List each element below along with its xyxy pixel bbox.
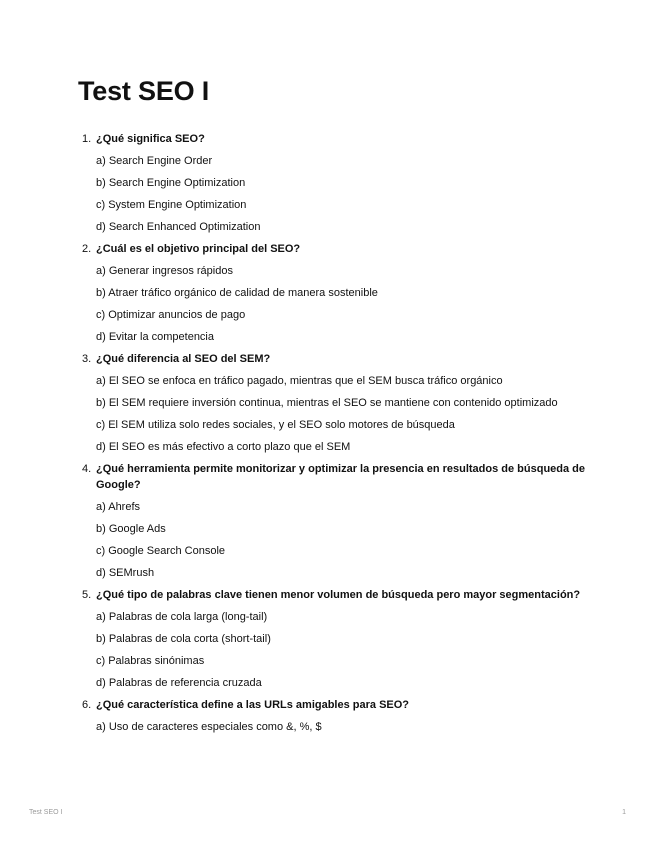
question-item — [78, 461, 588, 581]
option-d: d) Evitar la competencia — [96, 331, 214, 343]
option-c: c) Optimizar anuncios de pago — [96, 309, 246, 321]
question-item — [78, 351, 588, 455]
option-b: b) Search Engine Optimization — [96, 177, 246, 189]
option-a: a) Generar ingresos rápidos — [96, 265, 233, 277]
option-c: c) Palabras sinónimas — [96, 655, 205, 667]
option-list — [96, 263, 588, 345]
question-text: ¿Qué característica define a las URLs amigables para SEO? — [96, 699, 410, 711]
option-d: d) Search Enhanced Optimization — [96, 221, 261, 233]
option-d: d) Palabras de referencia cruzada — [96, 677, 262, 689]
question-item — [78, 131, 588, 235]
question-text: ¿Qué tipo de palabras clave tienen menor volumen de búsqueda pero mayor segmentación? — [96, 589, 581, 601]
question-number: 2. — [82, 243, 92, 255]
option-list — [96, 373, 588, 455]
question-item — [78, 587, 588, 691]
question-text: ¿Cuál es el objetivo principal del SEO? — [96, 243, 301, 255]
option-a: a) El SEO se enfoca en tráfico pagado, mientras que el SEM busca tráfico orgánico — [96, 375, 503, 387]
page-title: Test SEO I — [78, 76, 210, 106]
option-a: a) Ahrefs — [96, 501, 141, 513]
option-c: c) El SEM utiliza solo redes sociales, y el SEO solo motores de búsqueda — [96, 419, 455, 431]
question-text: ¿Qué herramienta permite monitorizar y optimizar la presencia en resultados de búsqueda de Google? — [96, 463, 586, 491]
question-text: ¿Qué diferencia al SEO del SEM? — [96, 353, 271, 365]
option-c: c) Google Search Console — [96, 545, 226, 557]
question-item — [78, 241, 588, 345]
option-d: d) SEMrush — [96, 567, 155, 579]
footer-page-number: 1 — [622, 809, 626, 816]
option-list — [96, 719, 588, 735]
question-number: 4. — [82, 463, 92, 475]
question-number: 1. — [82, 133, 92, 145]
option-b: b) Atraer tráfico orgánico de calidad de manera sostenible — [96, 287, 378, 299]
option-a: a) Search Engine Order — [96, 155, 213, 167]
option-d: d) El SEO es más efectivo a corto plazo que el SEM — [96, 441, 351, 453]
option-b: b) Google Ads — [96, 523, 166, 535]
option-c: c) System Engine Optimization — [96, 199, 247, 211]
question-number: 3. — [82, 353, 92, 365]
question-list — [78, 131, 588, 741]
option-list — [96, 153, 588, 235]
option-a: a) Palabras de cola larga (long-tail) — [96, 611, 268, 623]
option-list — [96, 609, 588, 691]
option-b: b) Palabras de cola corta (short-tail) — [96, 633, 271, 645]
question-text: ¿Qué significa SEO? — [96, 133, 205, 145]
footer-doc-name: Test SEO I — [29, 809, 63, 816]
option-a: a) Uso de caracteres especiales como &, %, $ — [96, 721, 322, 733]
question-number: 6. — [82, 699, 92, 711]
option-b: b) El SEM requiere inversión continua, mientras el SEO se mantiene con contenido optimizado — [96, 397, 558, 409]
option-list — [96, 499, 588, 581]
question-number: 5. — [82, 589, 92, 601]
question-item — [78, 697, 588, 735]
